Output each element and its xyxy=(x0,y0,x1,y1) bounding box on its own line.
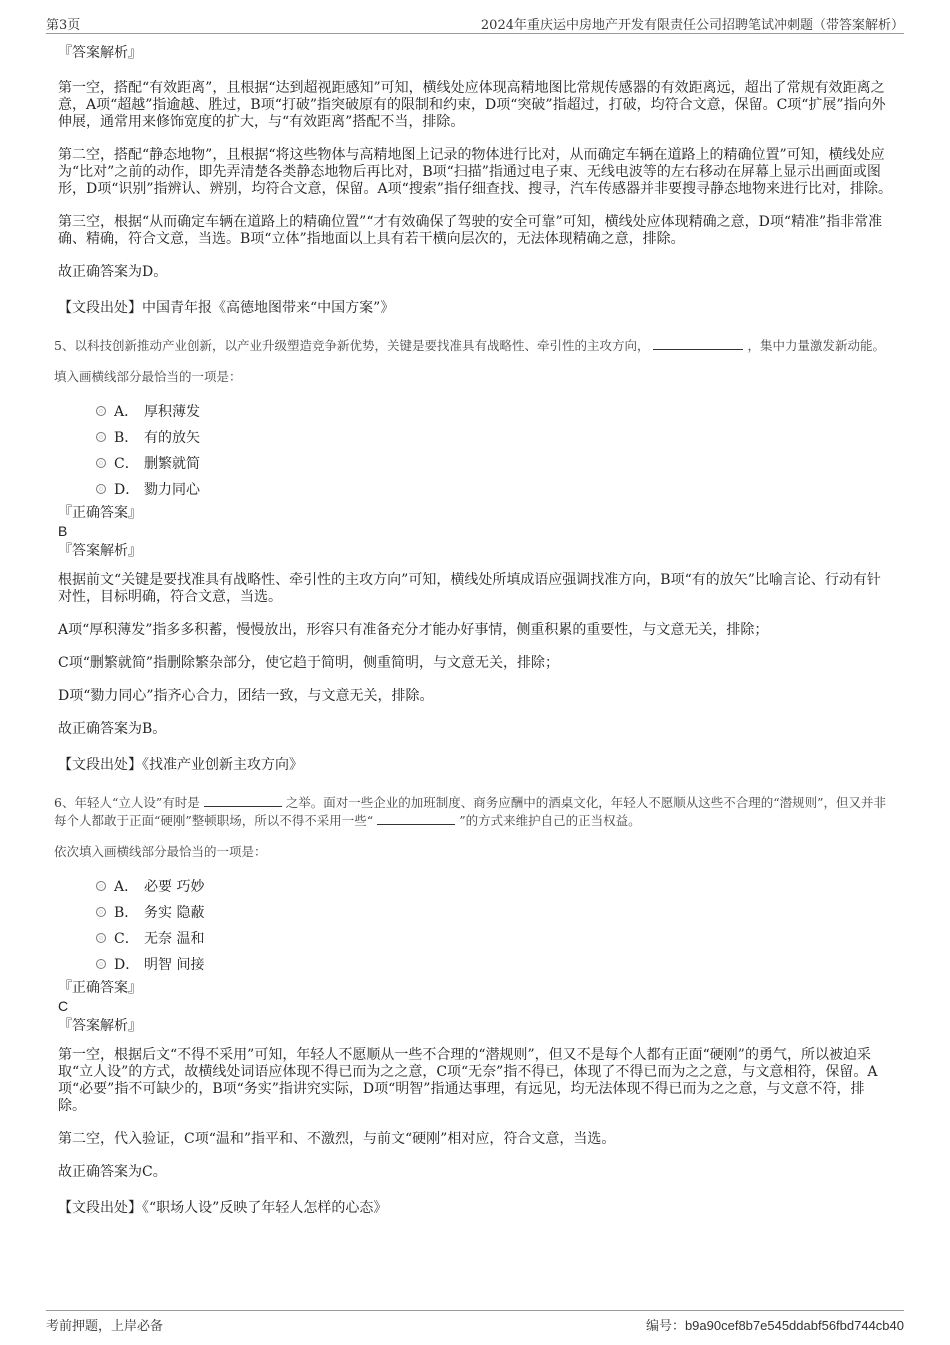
q6-answer: C xyxy=(58,998,69,1014)
q4-analysis-p2: 第二空，搭配“静态地物”，且根据“将这些物体与高精地图上记录的物体进行比对，从而确定车辆在道路上的精确位置”可知，横线处应为“比对”之前的动作，即先弄清楚各类静态地物后再比对，B项“扫描”指通过电子束、无线电波等的左右移动在屏幕上显示出画面或图形，D项“识别”指辨认、辨别，均符合文意，保留。A项“搜索”指仔细查找、搜寻，汽车传感器并非要搜寻静态地物来进行比对，排除。 xyxy=(58,147,892,197)
footer-slogan: 考前押题，上岸必备 xyxy=(46,1319,164,1334)
q5-option-a[interactable]: A． 厚积薄发 xyxy=(96,398,892,424)
q6-option-b[interactable]: B． 务实 隐蔽 xyxy=(96,899,892,925)
q6-option-a[interactable]: A． 必要 巧妙 xyxy=(96,873,892,899)
q6-options xyxy=(96,873,892,977)
q5-blank xyxy=(653,338,743,350)
q5-option-d[interactable]: D． 勠力同心 xyxy=(96,476,892,502)
q6-prompt: 依次填入画横线部分最恰当的一项是： xyxy=(54,844,267,859)
page-content xyxy=(54,44,892,1217)
page-header xyxy=(46,14,904,34)
radio-icon[interactable] xyxy=(96,406,106,416)
q5-analysis-p2: A项“厚积薄发”指多多积蓄，慢慢放出，形容只有准备充分才能办好事情，侧重积累的重要性，与文意无关，排除； xyxy=(58,622,769,638)
q5-analysis-p1: 根据前文“关键是要找准具有战略性、牵引性的主攻方向”可知，横线处所填成语应强调找准方向，B项“有的放矢”比喻言论、行动有针对性，目标明确，符合文意，当选。 xyxy=(58,572,881,605)
q6-blank-2 xyxy=(377,813,455,825)
q4-analysis-tag: 『答案解析』 xyxy=(58,45,142,61)
q6-analysis-p2: 第二空，代入验证，C项“温和”指平和、不激烈，与前文“硬刚”相对应，符合文意，当选。 xyxy=(58,1131,616,1147)
q5-answer: B xyxy=(58,523,68,539)
radio-icon[interactable] xyxy=(96,881,106,891)
q6-answer-tag: 『正确答案』 xyxy=(58,980,142,996)
q5-source: 【文段出处】《找准产业创新主攻方向》 xyxy=(58,757,303,773)
q5-prompt: 填入画横线部分最恰当的一项是： xyxy=(54,369,242,384)
q4-conclusion: 故正确答案为D。 xyxy=(58,264,168,280)
radio-icon[interactable] xyxy=(96,432,106,442)
q6-option-c[interactable]: C． 无奈 温和 xyxy=(96,925,892,951)
q4-source: 【文段出处】中国青年报《高德地图带来“中国方案”》 xyxy=(58,300,395,316)
q5-question: 5、以科技创新推动产业创新，以产业升级塑造竞争新优势，关键是要找准具有战略性、牵引性的主攻方向， ，集中力量激发新动能。 xyxy=(54,338,885,353)
document-title: 2024年重庆运中房地产开发有限责任公司招聘笔试冲刺题（带答案解析） xyxy=(480,18,904,33)
document-code: 编号：b9a90cef8b7e545ddabf56fbd744cb40 xyxy=(645,1318,904,1334)
q5-analysis-p3: C项“删繁就简”指删除繁杂部分，使它趋于简明，侧重简明，与文意无关，排除； xyxy=(58,655,560,671)
q5-analysis-tag: 『答案解析』 xyxy=(58,543,142,559)
q5-options xyxy=(96,398,892,502)
radio-icon[interactable] xyxy=(96,933,106,943)
radio-icon[interactable] xyxy=(96,484,106,494)
q6-analysis-p1: 第一空，根据后文“不得不采用”可知，年轻人不愿顺从一些不合理的“潜规则”，但又不是每个人都有正面“硬刚”的勇气，所以被迫采取“立人设”的方式，故横线处词语应体现不得已而为之之意，C项“无奈”指不得已，体现了不得已而为之之意，与文意相符，保留。A项“必要”指不可缺少的，B项“务实”指讲究实际，D项“明智”指通达事理，有远见，均无法体现不得已而为之之意，与文意不符，排除。 xyxy=(58,1047,878,1114)
radio-icon[interactable] xyxy=(96,458,106,468)
q5-option-c[interactable]: C． 删繁就简 xyxy=(96,450,892,476)
q6-analysis-tag: 『答案解析』 xyxy=(58,1018,142,1034)
q5-option-b[interactable]: B． 有的放矢 xyxy=(96,424,892,450)
q5-analysis-p4: D项“勠力同心”指齐心合力，团结一致，与文意无关，排除。 xyxy=(58,688,434,704)
q6-conclusion: 故正确答案为C。 xyxy=(58,1164,167,1180)
page-footer xyxy=(46,1310,904,1334)
radio-icon[interactable] xyxy=(96,959,106,969)
q5-answer-tag: 『正确答案』 xyxy=(58,505,142,521)
radio-icon[interactable] xyxy=(96,907,106,917)
q4-analysis-p3: 第三空，根据“从而确定车辆在道路上的精确位置”“才有效确保了驾驶的安全可靠”可知，横线处应体现精确之意，D项“精准”指非常准确、精确，符合文意，当选。B项“立体”指地面以上具有若干横向层次的，无法体现精确之意，排除。 xyxy=(58,214,883,247)
q6-option-d[interactable]: D． 明智 间接 xyxy=(96,951,892,977)
page-number: 第3页 xyxy=(46,18,81,33)
q6-blank-1 xyxy=(204,795,282,807)
q4-analysis-p1: 第一空，搭配“有效距离”，且根据“达到超视距感知”可知，横线处应体现高精地图比常规传感器的有效距离远，超出了常规有效距离之意，A项“超越”指逾越、胜过，B项“打破”指突破原有的限制和约束，D项“突破”指超过，打破，均符合文意，保留。C项“扩展”指向外伸展，通常用来修饰宽度的扩大，与“有效距离”搭配不当，排除。 xyxy=(58,80,886,130)
q5-conclusion: 故正确答案为B。 xyxy=(58,721,167,737)
q6-question: 6、年轻人“立人设”有时是 之举。面对一些企业的加班制度、商务应酬中的酒桌文化，年轻人不愿顺从这些不合理的“潜规则”，但又并非每个人都敢于正面“硬刚”整顿职场，所以不得不采用一些“ ”的方式来维护自己的正当权益。 xyxy=(54,795,887,828)
q6-source: 【文段出处】《“职场人设”反映了年轻人怎样的心态》 xyxy=(58,1200,388,1216)
